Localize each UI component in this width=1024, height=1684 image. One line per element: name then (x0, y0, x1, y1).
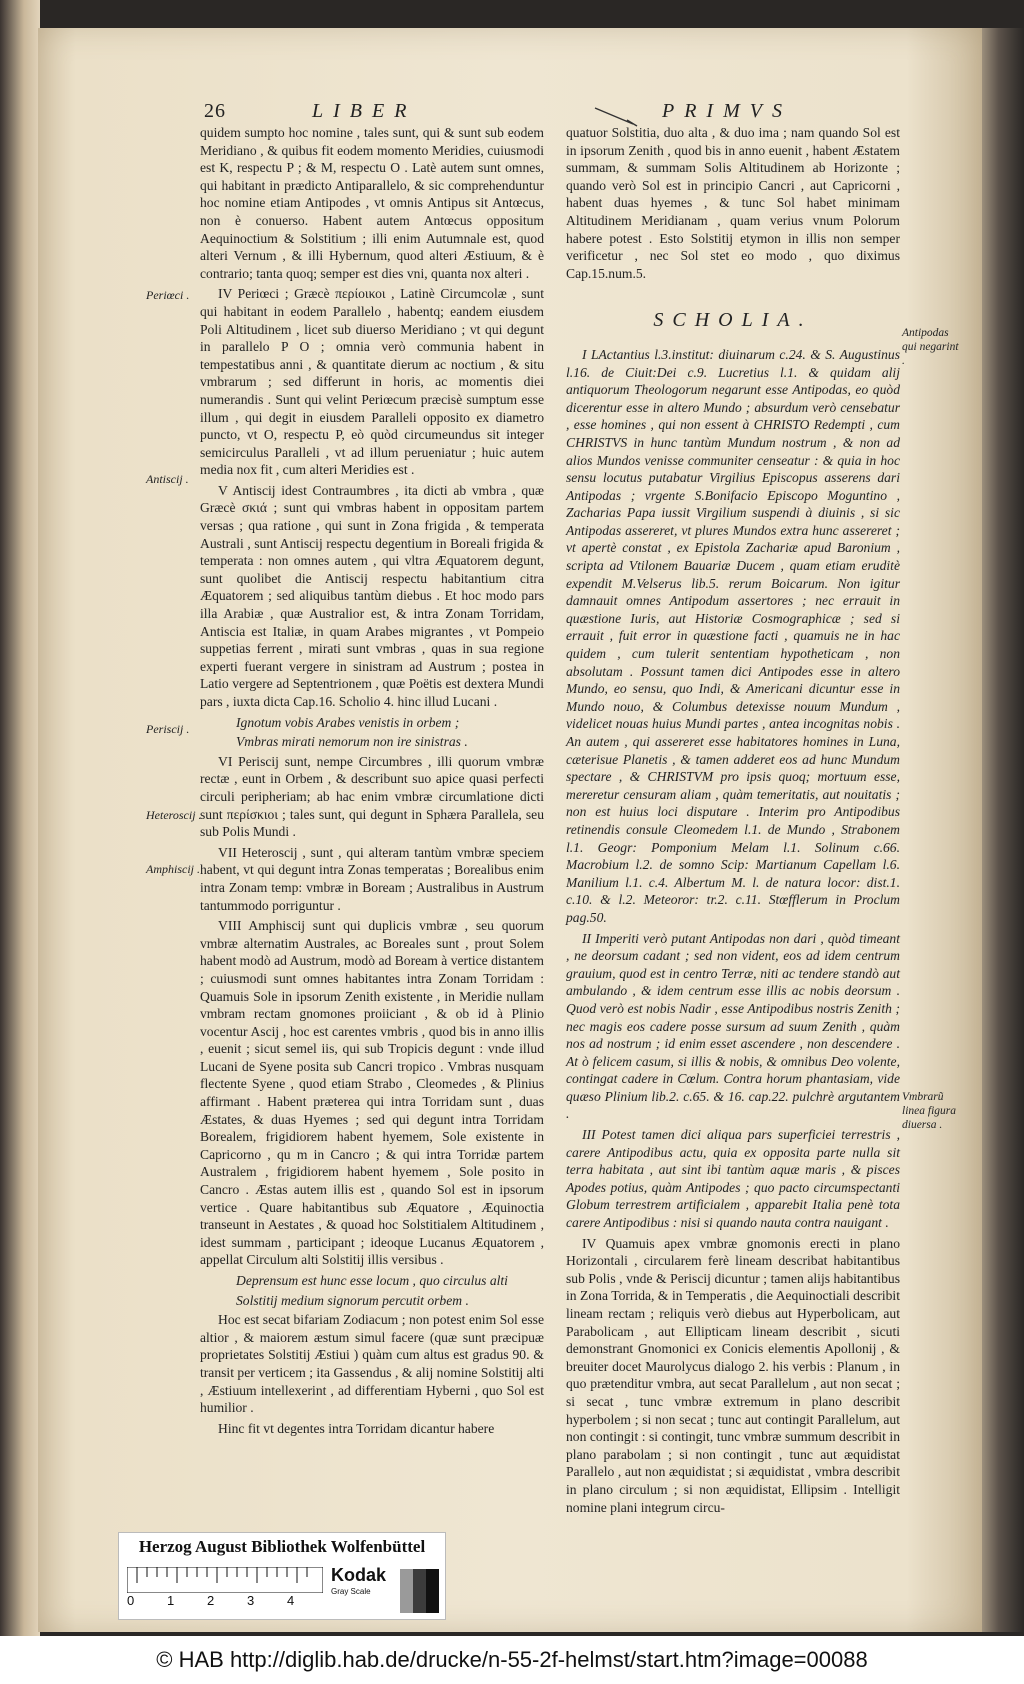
gray-scale-label: Gray Scale (331, 1587, 371, 1596)
book-spine-shadow (0, 0, 40, 1636)
page-number: 26 (204, 100, 226, 122)
side-label-perioeci: Periœci . (146, 288, 190, 302)
scholia-heading: SCHOLIA. (653, 309, 813, 332)
left-paragraph: VIII Amphiscij sunt qui duplicis vmbræ , seu quorum vmbræ alternatim Australes, ac Boreales sunt , prout Solem habent modò ad Austrum, modò ad Boream à vertice distantem ; cuiusmodi sunt omnes habitantes intra Zonam Torridam : Quamuis Sole in ipsorum Zenith existente , in Meridie nullam vmbram rectam gnomones proiiciant , & ob id à Plinio vocentur Ascij , hoc est carentes vmbris , quod bis in anno illis , euenit ; sicut semel iis, qui sub Tropicis degunt : vnde illud Lucani de Syene posita sub Cancri tropico . Vmbras nusquam flectente Syene , quod etiam Strabo , Cleomedes , & Plinius affirmant . Habent præterea qui intra Torridam sunt , duas Æstates, & duas Hyemes ; sed qui degunt intra Torridam Borealem, frigidiorem habent hyemem, Sole existente in Capricorno , qu m in Cancro ; & qui intra Torridæ partem Australem , frigidiorem habent hyemem , Sole posito in Cancro . Æstas autem illis est , quando Sol est in ipsorum vertice . Quare habitantibus sub Æquatore , Æquinoctia transeunt in Aestates , & quoad hoc Solstitialem Altitudinem , idest summam , participant ; ideoque Lucanus Æquatorem , appellat Circulum alti Solstitij illis versibus . (200, 918, 544, 1268)
library-color-bar (118, 1532, 446, 1620)
left-paragraph: Hinc fit vt degentes intra Torridam dicantur habere (218, 1420, 495, 1436)
page-edge-shadow (982, 28, 1024, 1632)
ruler-number: 4 (287, 1593, 295, 1608)
ruler-numbers (127, 1593, 327, 1608)
ruler-number: 0 (127, 1593, 135, 1608)
running-title-left: LIBER (312, 100, 417, 122)
side-label-periscii: Periscij . (146, 722, 190, 736)
ruler-scale-icon (127, 1567, 323, 1593)
ruler-number: 3 (247, 1593, 255, 1608)
gray-patch (400, 1569, 413, 1613)
ruler-number: 2 (207, 1593, 215, 1608)
gray-patch (413, 1569, 426, 1613)
left-paragraph: Hoc est secat bifariam Zodiacum ; non potest enim Sol esse altior , & maiorem æstum simul facere (quæ sunt præcipuæ proprietates Solstitij Æstiui ) quàm cum altus est gradus 90. & transit per verticem ; ita Gassendus , & alij nomine Solstitij alti , Æstiuum intellexerint , ad differentiam Hyberni , quo Sol est humilior . (200, 1312, 544, 1416)
left-text-column (200, 124, 544, 1440)
side-label-heteroscii: Heteroscij . (146, 808, 202, 822)
running-title-right: PRIMVS (662, 100, 792, 122)
scholia-paragraph: IV Quamuis apex vmbræ gnomonis erecti in plano Horizontali , circularem ferè lineam describat habitantibus sub Polis , vnde & Periscij dicuntur ; tamen alijs habitantibus in Zona Torrida, & in Temperatis , die Aequinoctiali describit lineam rectam ; reliquis verò diebus aut Hyperbolicam, aut Parabolicam , aut Ellipticam lineam describit , sicuti demonstrant Gnomonici ex Conicis elementis Apollonij , & breuiter docet Maurolycus dialogo 2. his verbis : Planum , in quo prætenditur vmbra, aut secat Parallelum , aut non secat ; si secat , tunc vmbræ extremum in plano describit hyperbolem ; si non secat ; tunc aut contingit Parallelum, aut non contingit : si contingit, tunc vmbræ summum describit in plano parabolam ; si non contingit , tunc aut æquidistat Parallelo , aut non æquidistat ; si æquidistat , vmbra describit in plano circulum ; si non æquidistat, Ellipsim . Intelligit nomine plani integrum circu- (566, 1235, 900, 1515)
left-paragraph: VII Heteroscij , sunt , qui alteram tantùm vmbræ speciem habent, vt qui degunt intra Zonas temperatas ; Borealibus enim intra Zonam temp: vmbræ in Boream ; Australibus in Austrum tantummodo porriguntur . (200, 844, 544, 913)
scholia-section (566, 346, 900, 1516)
left-paragraph: V Antiscij idest Contraumbres , ita dicti ab vmbra , quæ Græcè σκιά ; sunt qui vmbras habent in oppositam partem versas ; qua ratione , qui sunt in Zona frigida , & temperata Australi , sunt Antiscij respectu degentium in Boreali frigida & temperata : non omnes autem , qui vltra Æquatorem degunt, sunt quolibet die Antiscij respectu habitantium citra Æquatorem ; sed aliquibus tantùm diebus . Et hoc modo pars illa Arabiæ , quæ Australior est, & intra Zonam Torridam, Antiscia est Italiæ, in quam Arabes migrantes , vt Pompeio suppetias ferrent , mirati sunt vmbras , quas in sua regione experti fuerant vergere in sinistram ad Austrum ; postea in Latio vergere ad Septentrionem , quæ Poëtis est dextera Mundi pars , iuxta dicta Cap.16. Scholio 4. hinc illud Lucani . (200, 482, 544, 709)
side-label-antiscii: Antiscij . (146, 472, 189, 486)
margin-note-antipodas: Antipodas qui negarint . (902, 327, 959, 367)
left-paragraph: IV Periœci ; Græcè περίοικοι , Latinè Circumcolæ , sunt qui habitant in eodem Parallelo , habentq; eandem eiusdem Poli Altitudinem , licet sub diuerso Meridiano ; vt qui degunt in parallelo P O ; omnia verò communia habent in tempestatibus anni , & quantitate dierum ac noctium , & situ vmbrarum ; sed differunt in horis, ac momentis diei numerandis . Sunt qui velint Periœcum præcisè sumptum esse illum , qui degit in eiusdem Paralleli opposito ex diametro puncto, vt O, respectu P, eò quòd circumeundus sit integer semicirculus Paralleli , vt ad illum perueniatur ; huic autem media nox fit , cum alteri Meridies est . (200, 286, 544, 478)
right-text-column (566, 124, 900, 1519)
verse-line: Vmbras mirati nemorum non ire sinistras . (236, 734, 468, 750)
left-paragraph: VI Periscij sunt, nempe Circumbres , illi quorum vmbræ rectæ , eunt in Orbem , & describunt suo apice quasi perfecti circuli peripheriam; ab hac enim vmbræ circumlatione dicti sunt περίσκιοι ; tales sunt, qui degunt in Sphæra Parallela, seu sub Polis Mundi . (200, 753, 544, 840)
library-name: Herzog August Bibliothek Wolfenbüttel (138, 1537, 426, 1556)
side-label-amphiscii: Amphiscij . (146, 862, 200, 876)
scholia-paragraph: III Potest tamen dici aliqua pars superficiei terrestris , carere Antipodibus actu, quia ex opposita parte nulla sit terra habitata , aut sint ibi tantùm aquæ maris , & pisces Apodes potius, quàm Antipodes ; quo pacto circumspectanti Globum terrestrem artificialem , apparebit Italia penè tota carere Antipodibus : nisi si quando nauta contra nauigant . (566, 1127, 900, 1231)
left-paragraph: quidem sumpto hoc nomine , tales sunt, qui & sunt sub eodem Meridiano , & quibus fit eodem momento Meridies, cuiusmodi est K, respectu P ; & M, respectu O . Latè autem sunt omnes, qui habitant in prædicto Antiparallelo, & sic comprehenduntur hoc nomine etiam Antipodes , vt omnis Antipus sit Antœcus, non è conuerso. Habent autem Antœcus oppositum Aequinoctium & Solstitium ; illi enim Autumnale est, quod alteri Vernum , & illi Hybernum, quod alteri Æstiuum, & è contrario; tanta quoq; semper est dies vni, quanta nox alteri . (200, 125, 544, 281)
gray-patch (426, 1569, 439, 1613)
copyright-footer: © HAB http://diglib.hab.de/drucke/n-55-2f-helmst/start.htm?image=00088 (0, 1636, 1024, 1684)
margin-note-vmbrarum: Vmbrarũ linea figura diuersa . (902, 1091, 956, 1131)
verse-line: Ignotum vobis Arabes venistis in orbem ; (236, 714, 460, 730)
gray-patches (387, 1569, 439, 1613)
right-intro-paragraph: quatuor Solstitia, duo alta , & duo ima ; nam quando Sol est in ipsorum Zenith , quod bis in anno euenit , habent Æstatem summam, & summam Solis Altitudinem ab Horizonte ; quando verò Sol est in principio Cancri , aut Capricorni , habent duas hyemes , & tunc Sol habet minimam Altitudinem Meridianam , quam verius vnum Polorum habere potest . Esto Solstitij etymon in illis non semper verificetur , nec Sol stet eo modo , quo diximus Cap.15.num.5. (566, 125, 900, 281)
scholia-paragraph: II Imperiti verò putant Antipodas non dari , quòd timeant , ne deorsum cadant ; sed non vident, eos ad idem centrum grauium, quod est in centro Terræ, niti ac tendere standò aut ambulando , & idem centrum esse illis ac nobis deorsum . Quod verò est nobis Nadir , esse Antipodibus nostris Zenith ; nec magis eos cadere posse sursum ad suum Zenith , quàm nos ad nostrum ; id enim esset ascendere , non descendere . At ò felicem casum, si illis & nobis, & omnibus Deo volente, contingat cadere in Cœlum. Contra horum phantasiam, vide quæso Plinium lib.2. c.65. & 16. cap.22. pulchrè argutantem . (566, 930, 900, 1122)
gray-patch (387, 1569, 400, 1613)
kodak-logo: Kodak (331, 1565, 387, 1585)
verse-line: Deprensum est hunc esse locum , quo circulus alti (236, 1273, 508, 1288)
verse-line: Solstitij medium signorum percutit orbem . (236, 1292, 469, 1308)
scholia-paragraph: I LActantius l.3.institut: diuinarum c.24. & S. Augustinus l.16. de Ciuit:Dei c.9. Lucretius l.1. & quidam alij antiquorum Theologorum negarunt esse Antipodas, eo quòd dicerentur esse in altero Mundo ; absurdum verò censebatur , esse homines , qui non essent à CHRISTO Redempti , cum CHRISTVS in hunc tantùm Mundum nostrum , & non ad alios Mundos venisse communiter censeatur : & quia in hoc sensu locutus putabatur Virgilius Episcopus asserens dari Antipodas ; vrgente S.Bonifacio Episcopo Moguntino , Zacharias Papa iussit Virgilium suspendi à diuinis , si sic Antipodas assereret, vt plures Mundos extra hunc assereret ; vt apertè constat , ex Epistola Zachariæ apud Baronium , scripta ad Vtilonem Bauariæ Ducem , quam etiam eruditè expendit M.Velserus lib.5. rerum Boicarum. Non igitur damnauit omnes Antipodum assertores ; nec errauit in quæstione Iuris, aut Historiæ Cosmographicæ ; sed si errauit , fuit error in quæstione facti , quamuis ne in hac quidem , cum tulerit sententiam hypotheticam , non absolutam . Possunt tamen dici Antipodes esse in altero Mundo, eo sensu, quo Indi, & Americani dicuntur esse in Mundo nouo, & Columbus detexisse nouum Mundum , videlicet nouas huius Mundi partes , antea incognitas nobis . An autem , qui assereret esse habitatores homines in Luna, cæterisue Planetis , & tamen adderet eos ad hunc Mundum spectare , & CHRISTVM pro ipsis quoq; mortuum esse, mereretur censuram aliam , quàm temeritatis, aut nouitatis ; non est huius loci disputare . Interim pro Antipodibus retinendis consule Cleomedem l.1. de Mundo , Strabonem l.1. Geogr: Pomponium Melam l.1. Solinum c.66. Macrobium l.2. de somno Scip: Martianum Capellam l.6. Manilium l.1. c.4. Albertum M. l. de natura locor: dist.1. c.10. & l.2. Meteoror: tr.2. c.11. Stœfflerum in Proclum pag.50. (566, 346, 900, 925)
ruler-number: 1 (167, 1593, 175, 1608)
